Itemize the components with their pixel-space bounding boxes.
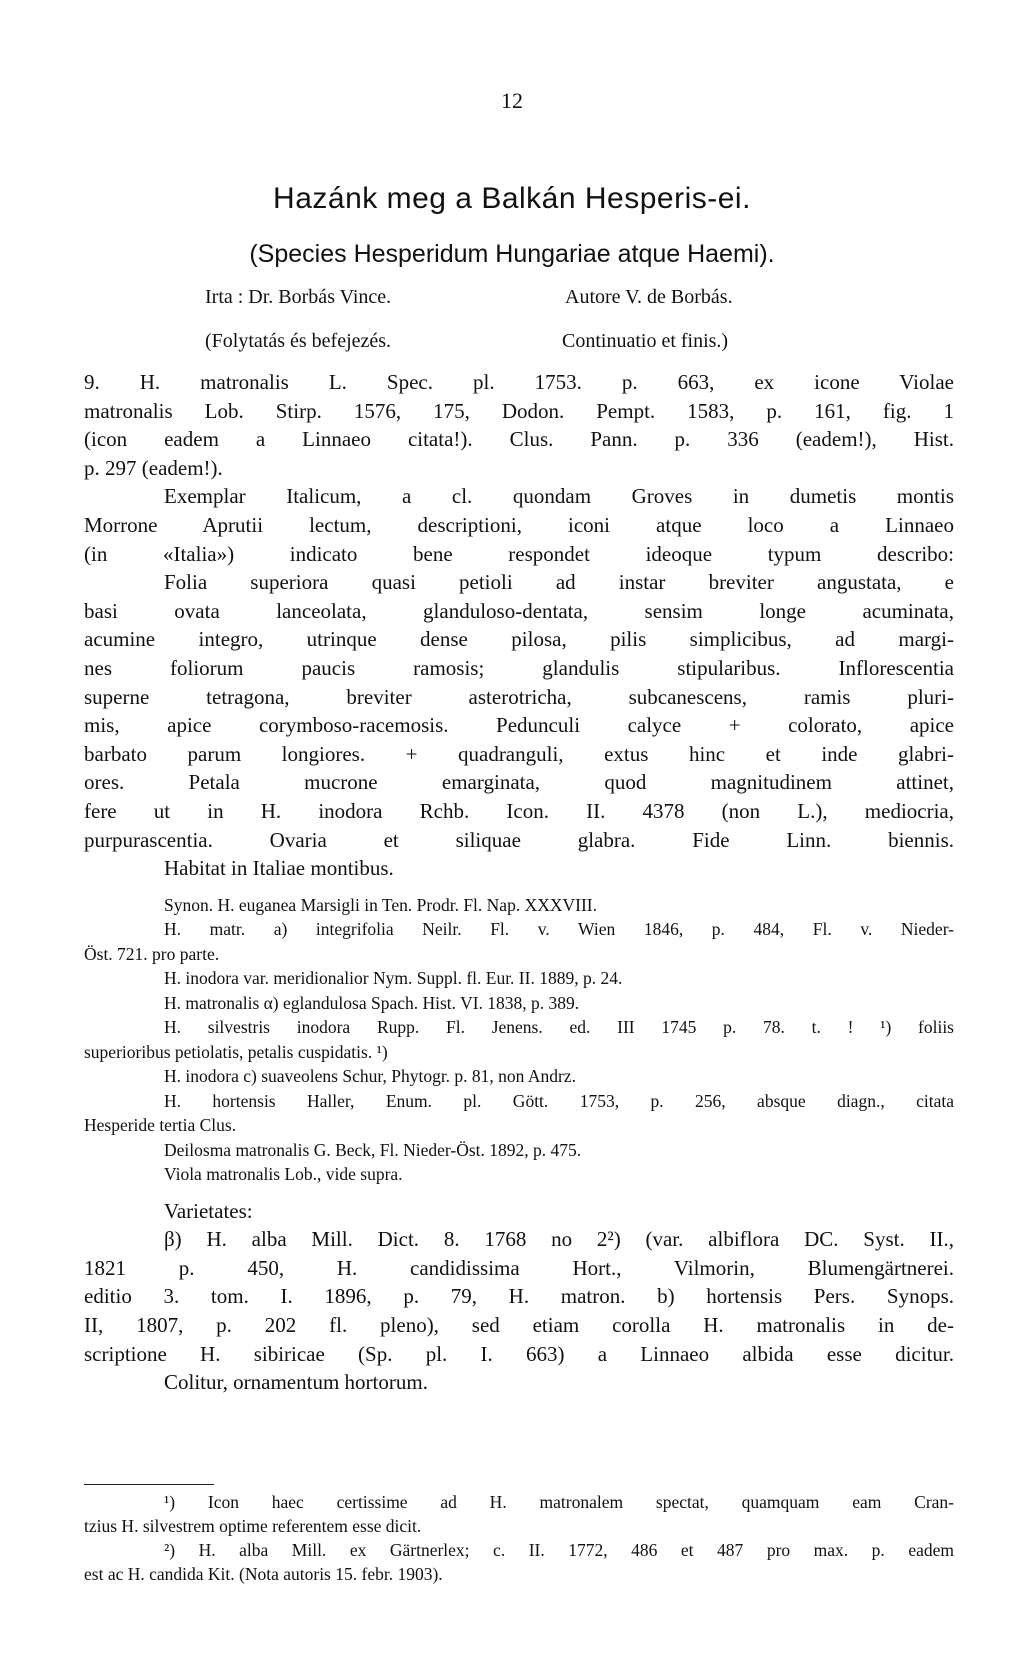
- continuation-latin: Continuatio et finis.): [562, 330, 729, 352]
- text-line: ores. Petala mucrone emarginata, quod magnitudinem attinet,: [84, 770, 954, 795]
- varietas-line: II, 1807, p. 202 fl. pleno), sed etiam corolla H. matronalis in de-: [84, 1313, 954, 1338]
- text-line: fere ut in H. inodora Rchb. Icon. II. 4378 (non L.), mediocria,: [84, 798, 954, 823]
- varietas-line: editio 3. tom. I. 1896, p. 79, H. matron. b) hortensis Pers. Synops.: [84, 1284, 954, 1309]
- text-line: purpurascentia. Ovaria et siliquae glabra. Fide Linn. biennis.: [84, 827, 954, 852]
- synonym-line: Synon. H. euganea Marsigli in Ten. Prodr. Fl. Nap. XXXVIII.: [164, 894, 597, 915]
- footnote-line: tzius H. silvestrem optime referentem esse dicit.: [84, 1516, 422, 1536]
- article-subtitle: (Species Hesperidum Hungariae atque Haemi).: [249, 240, 775, 268]
- synonym-line: Hesperide tertia Clus.: [84, 1115, 237, 1136]
- synonym-line: superioribus petiolatis, petalis cuspidatis. ¹): [84, 1041, 388, 1062]
- text-line: matronalis Lob. Stirp. 1576, 175, Dodon. Pempt. 1583, p. 161, fig. 1: [84, 398, 954, 423]
- footnote-line: ¹) Icon haec certissime ad H. matronalem spectat, quamquam eam Cran-: [164, 1492, 954, 1512]
- text-line: basi ovata lanceolata, glanduloso-dentata, sensim longe acuminata,: [84, 598, 954, 623]
- text-line: acumine integro, utrinque dense pilosa, pilis simplicibus, ad margi-: [84, 627, 954, 652]
- author-latin: Autore V. de Borbás.: [565, 286, 733, 308]
- synonym-line: Deilosma matronalis G. Beck, Fl. Nieder-Öst. 1892, p. 475.: [164, 1139, 582, 1160]
- text-line: nes foliorum paucis ramosis; glandulis stipularibus. Inflorescentia: [84, 655, 954, 680]
- text-line: (icon eadem a Linnaeo citata!). Clus. Pann. p. 336 (eadem!), Hist.: [84, 427, 954, 452]
- text-line: Folia superiora quasi petioli ad instar breviter angustata, e: [164, 570, 954, 595]
- synonym-line: H. inodora var. meridionalior Nym. Suppl. fl. Eur. II. 1889, p. 24.: [164, 968, 623, 989]
- article-title: Hazánk meg a Balkán Hesperis-ei.: [273, 182, 751, 215]
- page-number: 12: [501, 88, 523, 113]
- synonym-line: H. inodora c) suaveolens Schur, Phytogr. p. 81, non Andrz.: [164, 1066, 576, 1087]
- text-line: (in «Italia») indicato bene respondet ideoque typum describo:: [84, 541, 954, 566]
- footnotes: [84, 1490, 954, 1586]
- text-line: Exemplar Italicum, a cl. quondam Groves in dumetis montis: [164, 484, 954, 509]
- footnote-divider: [84, 1484, 214, 1485]
- text-line: superne tetragona, breviter asterotricha, subcanescens, ramis pluri-: [84, 684, 954, 709]
- text-line: mis, apice corymboso-racemosis. Pedunculi calyce + colorato, apice: [84, 713, 954, 738]
- text-line: barbato parum longiores. + quadranguli, extus hinc et inde glabri-: [84, 741, 954, 766]
- main-text: [84, 368, 954, 1397]
- synonym-line: Öst. 721. pro parte.: [84, 943, 220, 964]
- text-line: Habitat in Italiae montibus.: [164, 856, 394, 881]
- synonym-list: [84, 893, 954, 1187]
- text-line: p. 297 (eadem!).: [84, 455, 223, 480]
- text-line: 9. H. matronalis L. Spec. pl. 1753. p. 663, ex icone Violae: [84, 370, 954, 394]
- footnote-line: ²) H. alba Mill. ex Gärtnerlex; c. II. 1772, 486 et 487 pro max. p. eadem: [164, 1540, 954, 1560]
- text-line: Morrone Aprutii lectum, descriptioni, iconi atque loco a Linnaeo: [84, 512, 954, 537]
- synonym-line: H. matronalis α) eglandulosa Spach. Hist. VI. 1838, p. 389.: [164, 992, 580, 1013]
- varietas-line: scriptione H. sibiricae (Sp. pl. I. 663) a Linnaeo albida esse dicitur.: [84, 1341, 954, 1366]
- author-hungarian: Irta : Dr. Borbás Vince.: [205, 286, 392, 308]
- varietas-line: β) H. alba Mill. Dict. 8. 1768 no 2²) (var. albiflora DC. Syst. II.,: [164, 1227, 954, 1252]
- synonym-line: H. matr. a) integrifolia Neilr. Fl. v. Wien 1846, p. 484, Fl. v. Nieder-: [164, 919, 954, 940]
- synonym-line: Viola matronalis Lob., vide supra.: [164, 1164, 403, 1185]
- footnote-line: est ac H. candida Kit. (Nota autoris 15. febr. 1903).: [84, 1564, 443, 1584]
- varietas-line: Colitur, ornamentum hortorum.: [164, 1370, 428, 1395]
- varietas-line: 1821 p. 450, H. candidissima Hort., Vilmorin, Blumengärtnerei.: [84, 1255, 954, 1280]
- varietates-heading: Varietates:: [164, 1198, 253, 1223]
- synonym-line: H. silvestris inodora Rupp. Fl. Jenens. ed. III 1745 p. 78. t. ! ¹) foliis: [164, 1017, 954, 1038]
- synonym-line: H. hortensis Haller, Enum. pl. Gött. 1753, p. 256, absque diagn., citata: [164, 1090, 954, 1111]
- continuation-hungarian: (Folytatás és befejezés.: [205, 330, 392, 352]
